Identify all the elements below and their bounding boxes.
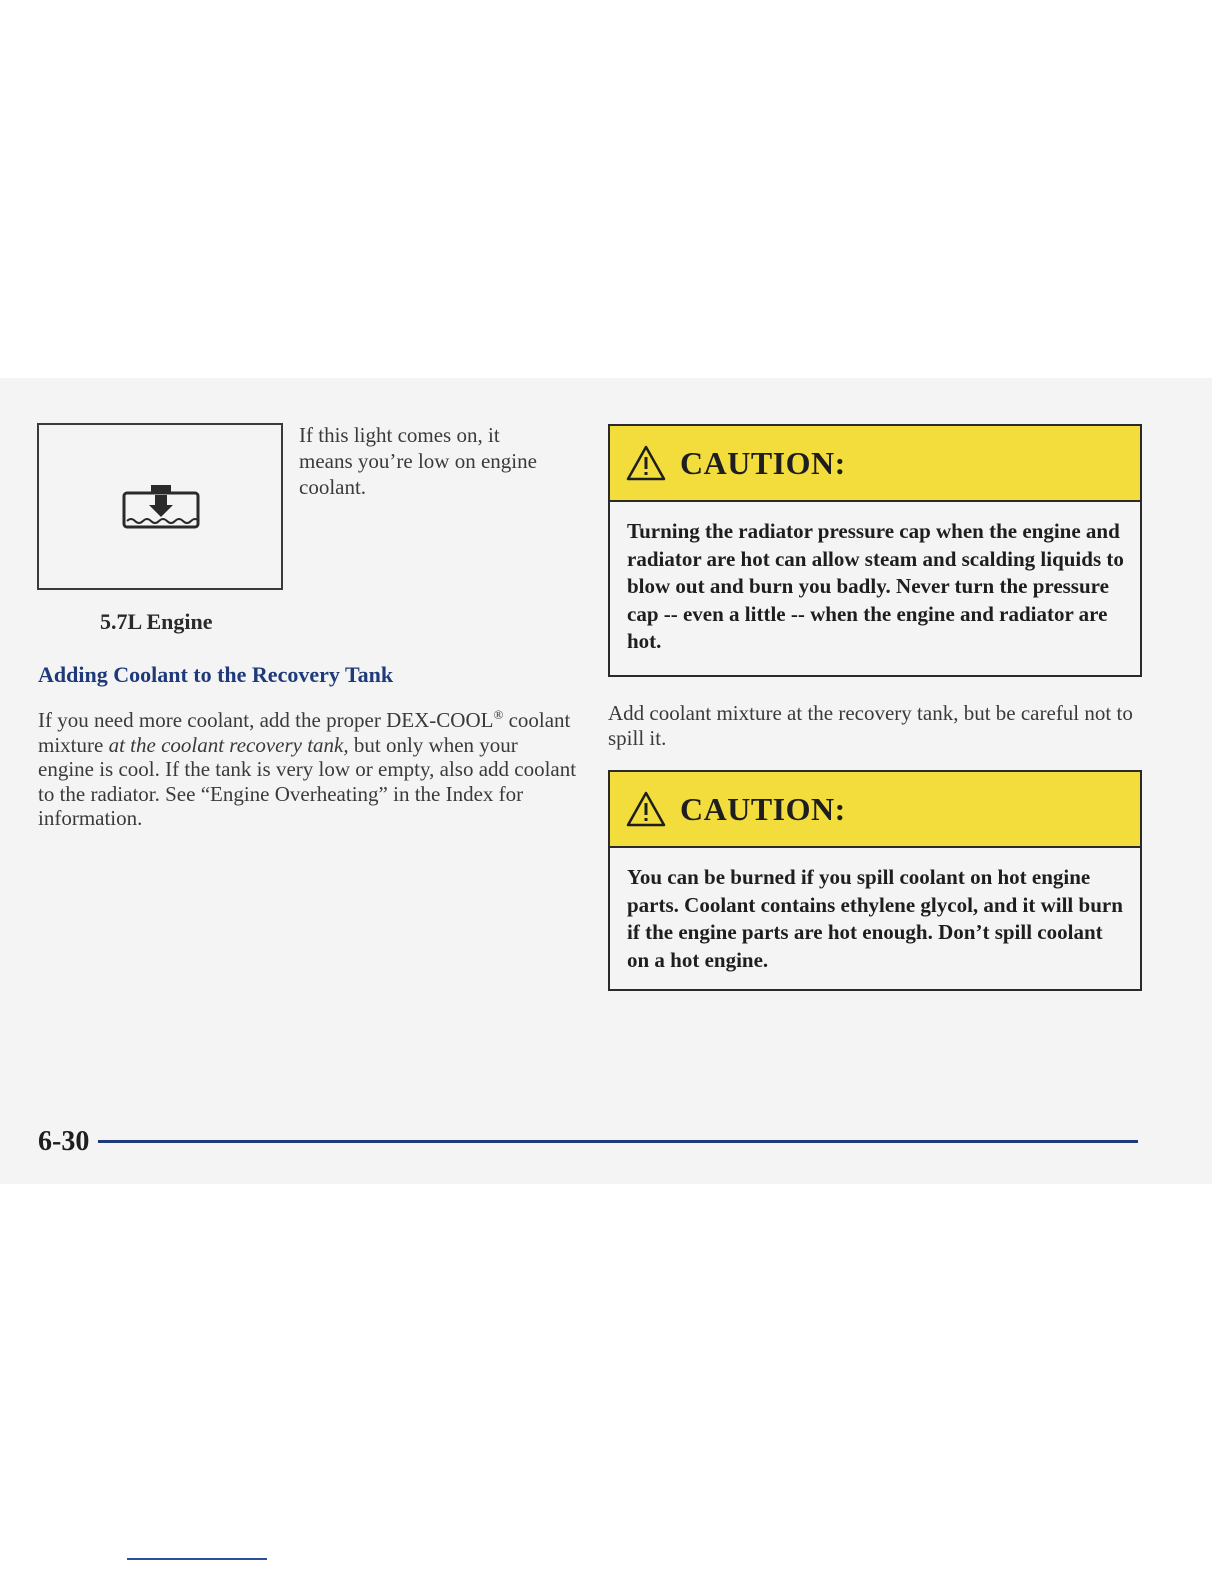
- section-heading: Adding Coolant to the Recovery Tank: [38, 662, 394, 687]
- body-text-part3: but only when your engine is cool. If the tank is very low or empty, also add coolant to the radiator. See “Engine Overheating” in the Index for information.: [38, 732, 577, 830]
- caution-box-radiator-cap: [608, 424, 1142, 677]
- page-number: 6-30: [38, 1126, 90, 1157]
- recovery-tank-note: Add coolant mixture at the recovery tank, but be careful not to spill it.: [608, 701, 1133, 750]
- coolant-level-icon: [121, 485, 201, 531]
- coolant-lamp-illustration: [37, 423, 283, 590]
- bottom-divider: [127, 1558, 267, 1560]
- body-text-part1: If you need more coolant, add the proper DEX-COOL: [38, 708, 494, 732]
- footer-rule: [98, 1140, 1138, 1143]
- lamp-caption: If this light comes on, it means you’re low on engine coolant.: [299, 423, 537, 499]
- registered-mark: ®: [493, 707, 504, 722]
- caution-header: [610, 772, 1140, 848]
- warning-triangle-icon: [626, 445, 666, 481]
- caution-header: [610, 426, 1140, 502]
- warning-triangle-icon: [626, 791, 666, 827]
- body-paragraph: [38, 703, 578, 831]
- caution-box-spill: [608, 770, 1142, 991]
- caution-text: Turning the radiator pressure cap when the engine and radiator are hot can allow steam and scalding liquids to blow out and burn you badly. Never turn the pressure cap -- even a little -- when the engine and radiator are hot.: [627, 519, 1124, 653]
- engine-label: 5.7L Engine: [100, 609, 213, 634]
- caution-title: CAUTION:: [680, 444, 846, 481]
- caution-text: You can be burned if you spill coolant on hot engine parts. Coolant contains ethylene glycol, and it will burn if the engine parts are hot enough. Don’t spill coolant on a hot engine.: [627, 865, 1123, 972]
- body-text-italic: at the coolant recovery tank,: [108, 732, 349, 757]
- caution-title: CAUTION:: [680, 790, 846, 827]
- body-text-part2: coolant mixture: [38, 708, 571, 757]
